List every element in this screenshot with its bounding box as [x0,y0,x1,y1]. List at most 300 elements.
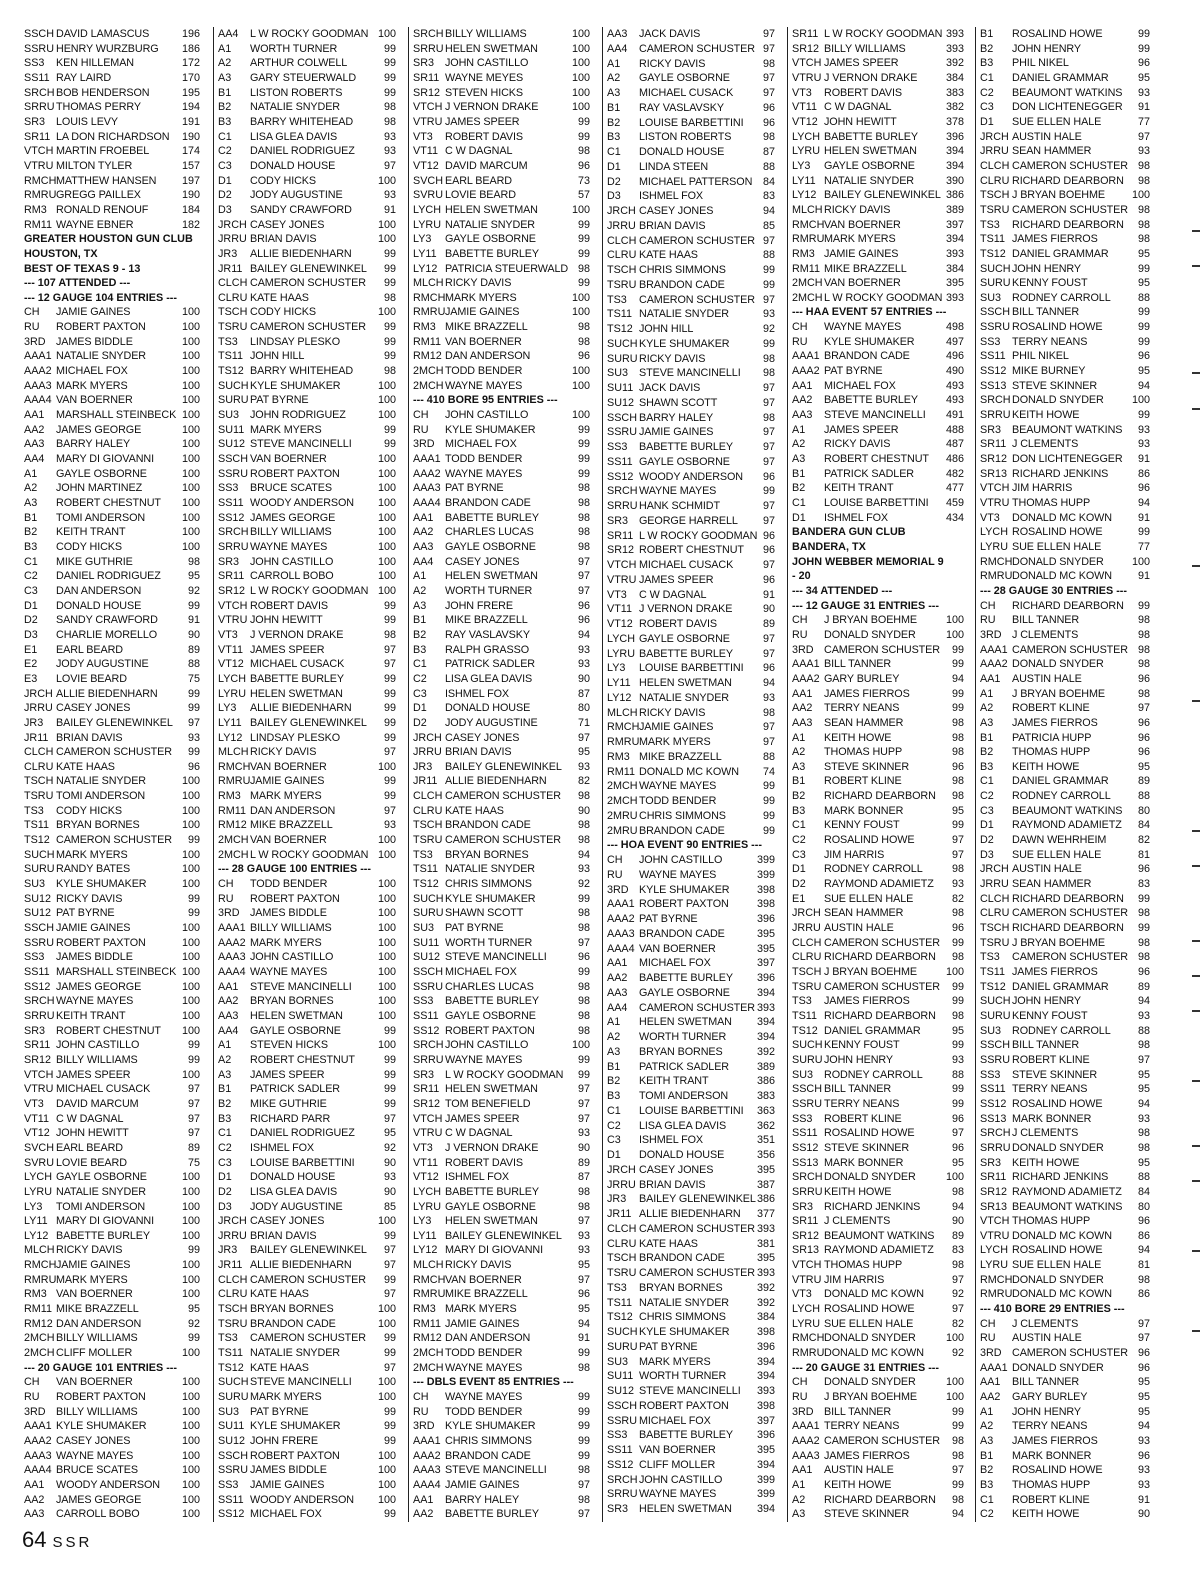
score: 94 [577,848,590,861]
score: 395 [756,942,775,955]
class-code: C3 [792,848,806,861]
score: 99 [383,335,396,348]
score: 100 [377,980,396,993]
class-code: SRCH [980,1127,1011,1140]
class-code: SR12 [24,1053,52,1066]
shooter-name: JACK DAVIS [639,382,701,394]
score: 97 [577,1215,590,1228]
score: 98 [1137,233,1150,246]
shooter-name: J VERNON DRAKE [445,1141,539,1154]
class-code: SS3 [792,1112,813,1125]
shooter-name: TODD BENDER [639,795,717,807]
shooter-name: WOODY ANDERSON [250,497,354,509]
result-row [603,779,781,794]
score: 98 [1137,687,1150,700]
result-row [409,1170,596,1185]
class-code: JRRU [413,746,442,759]
result-row [788,379,970,394]
section-heading [788,540,970,555]
result-row [409,1068,596,1083]
result-row [409,1449,596,1464]
class-code: SS13 [980,1112,1007,1125]
class-code: CLCH [607,1222,637,1235]
heading-text: BANDERA GUN CLUB [792,526,906,539]
score: 93 [383,130,396,143]
result-row [976,540,1156,555]
class-code: CLCH [218,277,248,290]
result-row [409,1258,596,1273]
shooter-name: RICHARD DEARBORN [1012,218,1124,231]
shooter-name: CODY HICKS [56,540,122,553]
result-row [409,159,596,174]
class-code: SRRU [24,101,55,114]
shooter-name: LOVIE BEARD [56,672,127,685]
shooter-name: NATALIE SNYDER [639,308,729,321]
score: 98 [1137,1039,1150,1052]
shooter-name: JAMIE GAINES [250,775,325,788]
score: 100 [377,453,396,466]
result-row [788,71,970,86]
shooter-name: BABETTE BURLEY [639,441,734,453]
result-row [409,100,596,115]
result-row [409,525,596,540]
result-row [603,883,781,898]
score: 100 [181,1391,200,1404]
shooter-name: VAN BOERNER [56,394,133,407]
score: 85 [383,1200,396,1213]
score: 83 [951,1244,964,1257]
shooter-name: CHRIS SIMMONS [639,1311,726,1324]
class-code: RU [792,628,808,641]
class-code: AA2 [792,702,813,715]
result-row [20,1126,206,1141]
shooter-name: DANIEL RODRIGUEZ [56,570,161,583]
result-row [20,1405,206,1420]
shooter-name: JAMES BIDDLE [250,907,327,920]
result-row [603,1001,781,1016]
result-row [214,892,402,907]
score: 89 [577,1156,590,1169]
score: 84 [1137,1185,1150,1198]
score: 100 [181,1171,200,1184]
class-code: TSCH [980,189,1010,202]
class-code: SSCH [218,1449,248,1462]
class-code: TS3 [607,1281,627,1294]
shooter-name: J BRYAN BOEHME [824,1391,917,1404]
score: 99 [383,599,396,612]
shooter-name: RODNEY CARROLL [824,1068,923,1081]
shooter-name: PAT BYRNE [639,1340,698,1353]
result-row [976,1229,1156,1244]
score: 99 [951,1097,964,1110]
score: 99 [577,453,590,466]
score: 99 [187,1053,200,1066]
score: 99 [187,599,200,612]
shooter-name: WAYNE MAYES [250,966,328,978]
shooter-name: MARK MYERS [250,423,322,436]
class-code: SR3 [413,57,435,70]
class-code: SS12 [218,1508,245,1521]
result-row [20,1082,206,1097]
class-code: B3 [24,540,38,553]
shooter-name: PAT BYRNE [56,907,115,920]
result-row [409,218,596,233]
shooter-name: BRIAN DAVIS [445,746,512,759]
shooter-name: VAN BOERNER [56,1288,133,1301]
shooter-name: RAYMOND ADAMIETZ [824,1244,934,1257]
result-row [409,1390,596,1405]
shooter-name: WORTH TURNER [639,1370,727,1383]
shooter-name: ROSALIND HOWE [1012,526,1103,539]
class-code: D1 [792,511,806,524]
shooter-name: BRYAN BORNES [250,995,334,1008]
class-code: SURU [980,277,1011,290]
result-row [214,1302,402,1317]
shooter-name: BAILEY GLENEWINKEL [56,716,173,729]
result-row [409,1361,596,1376]
result-row [976,511,1156,526]
result-row [603,868,781,883]
class-code: A3 [792,760,806,773]
class-code: VT12 [792,115,818,128]
class-code: C1 [24,555,38,568]
result-row [788,745,970,760]
class-code: LY12 [792,189,817,202]
result-row [788,467,970,482]
class-code: RMCH [607,721,640,734]
result-row [214,687,402,702]
class-code: AA3 [607,28,628,40]
class-code: C2 [980,1508,994,1521]
class-code: AAA2 [24,365,52,378]
result-row [409,716,596,731]
score: 382 [945,101,964,114]
result-row [976,1434,1156,1449]
shooter-name: LOVIE BEARD [445,189,516,202]
result-row [788,672,970,687]
class-code: JRCH [607,1163,636,1176]
class-code: JR11 [218,1259,243,1272]
score: 488 [945,423,964,436]
score: 99 [762,780,775,793]
section-heading [20,276,206,291]
result-row [20,86,206,101]
result-row [788,1112,970,1127]
score: 99 [577,966,590,978]
shooter-name: ROBERT PAXTON [250,1449,340,1462]
class-code: AAA1 [413,453,441,466]
result-row [20,555,206,570]
score: 77 [1137,540,1150,553]
class-code: SU11 [218,1420,245,1433]
result-row [603,470,781,485]
shooter-name: RICKY DAVIS [639,57,706,70]
score: 100 [377,936,396,949]
class-code: B2 [980,42,994,55]
result-row [788,335,970,350]
score: 99 [577,467,590,480]
shooter-name: HELEN SWETMAN [445,42,538,55]
result-row [409,247,596,262]
shooter-name: AUSTIN HALE [824,1464,894,1477]
score: 82 [1137,834,1150,847]
class-code: TSRU [980,936,1010,949]
class-code: AA1 [607,957,628,970]
class-code: D1 [792,863,806,876]
score: 91 [1137,570,1150,583]
shooter-name: THOMAS HUPP [1012,1478,1091,1491]
class-code: TS3 [413,848,433,861]
class-code: A3 [218,1068,232,1081]
score: 98 [1137,174,1150,187]
class-code: SRCH [607,1473,638,1486]
result-row [409,877,596,892]
class-code: SSRU [607,426,637,439]
shooter-name: JIM HARRIS [1012,482,1073,495]
class-code: JR3 [413,760,433,773]
class-code: SS12 [792,1141,819,1154]
result-row [20,613,206,628]
shooter-name: STEVE MANCINELLI [250,1376,352,1389]
score: 74 [762,765,775,778]
shooter-name: KYLE SHUMAKER [639,883,730,896]
shooter-name: CHARLES LUCAS [445,526,534,539]
result-row [409,804,596,819]
score: 96 [762,101,775,114]
score: 99 [951,980,964,993]
class-code: SRCH [24,86,55,99]
shooter-name: BRANDON CADE [250,1317,336,1330]
shooter-name: JAMES SPEER [639,573,714,586]
result-row [603,175,781,190]
score: 490 [945,365,964,378]
class-code: AAA1 [413,1435,441,1447]
result-row [603,42,781,57]
result-row [603,1222,781,1237]
shooter-name: DONALD MC KOWN [1012,570,1112,583]
class-code: B3 [607,131,621,144]
score: 98 [577,1200,590,1213]
shooter-name: KATE HAAS [639,1237,698,1250]
class-code: VTRU [24,159,54,172]
shooter-name: STEVE SKINNER [824,1141,910,1154]
score: 98 [383,365,396,378]
score: 99 [187,687,200,700]
result-row [788,364,970,379]
class-code: CLCH [218,1273,248,1286]
score: 98 [951,907,964,920]
score: 97 [383,746,396,759]
result-row [976,262,1156,277]
score: 97 [577,555,590,568]
score: 498 [945,321,964,334]
edge-mark [1192,1010,1200,1012]
score: 97 [762,455,775,468]
score: 100 [377,1039,396,1052]
class-code: A1 [607,1016,621,1029]
shooter-name: RODNEY CARROLL [1012,790,1111,803]
shooter-name: MICHAEL CUSACK [250,658,345,671]
class-code: JRRU [218,1229,247,1242]
result-row [788,1258,970,1273]
class-code: VTRU [607,573,637,586]
class-code: SS3 [218,1478,239,1491]
shooter-name: PATRICK SADLER [824,467,914,480]
shooter-name: SEAN HAMMER [824,716,904,729]
score: 184 [181,203,200,216]
result-row [20,584,206,599]
class-code: RU [413,423,429,436]
result-row [20,27,206,42]
class-code: CLRU [607,1237,637,1250]
class-code: C2 [413,672,427,685]
class-code: SRRU [980,1141,1011,1154]
result-row [603,352,781,367]
score: 98 [1137,1127,1150,1140]
shooter-name: VAN BOERNER [250,453,327,466]
result-row [214,936,402,951]
class-code: C1 [218,130,232,143]
shooter-name: JOHN HILL [639,323,694,335]
score: 491 [945,409,964,422]
shooter-name: JAMIE GAINES [56,306,131,319]
result-row [788,291,970,306]
class-code: AA4 [218,1024,239,1037]
shooter-name: DONALD SNYDER [1012,658,1104,671]
result-row [20,1141,206,1156]
class-code: 3RD [792,643,814,656]
score: 99 [383,1435,396,1447]
score: 99 [1137,28,1150,40]
score: 100 [377,28,396,40]
shooter-name: KEITH HOWE [1012,409,1080,422]
shooter-name: ROBERT DAVIS [250,599,328,612]
score: 99 [577,218,590,231]
result-row [214,1375,402,1390]
shooter-name: MARK MYERS [445,1303,517,1316]
score: 98 [951,1493,964,1506]
class-code: LY3 [218,702,237,715]
shooter-name: CASEY JONES [250,218,325,231]
shooter-name: WAYNE MAYES [639,780,717,793]
score: 399 [756,868,775,881]
result-row [20,393,206,408]
shooter-name: PAT BYRNE [445,922,504,935]
result-row [976,467,1156,482]
result-row [214,232,402,247]
result-row [788,115,970,130]
result-row [603,529,781,544]
score: 97 [762,441,775,453]
result-row [788,1097,970,1112]
class-code: LY11 [413,247,437,260]
class-code: RMCH [980,1273,1013,1286]
shooter-name: BRANDON CADE [445,497,531,509]
result-row [603,425,781,440]
class-code: RMRU [792,1347,825,1360]
shooter-name: KYLE SHUMAKER [250,379,341,392]
result-row [603,1089,781,1104]
shooter-name: RICKY DAVIS [445,1259,512,1272]
result-row [976,877,1156,892]
shooter-name: WAYNE MAYES [445,1391,523,1404]
shooter-name: KEITH TRANT [639,1075,709,1088]
score: 377 [756,1208,775,1220]
result-row [20,525,206,540]
class-code: A3 [607,1045,621,1058]
shooter-name: BRANDON CADE [824,350,910,363]
result-row [788,1229,970,1244]
class-code: AAA1 [218,922,246,935]
class-code: LYRU [413,218,441,231]
score: 100 [181,1200,200,1213]
score: 89 [1137,775,1150,788]
result-row [788,980,970,995]
result-row [976,364,1156,379]
result-row [603,632,781,647]
result-row [788,100,970,115]
result-row [788,188,970,203]
score: 90 [383,1156,396,1169]
class-code: AA3 [24,1508,45,1521]
result-row [409,320,596,335]
class-code: SR12 [980,453,1008,466]
score: 100 [181,438,200,451]
shooter-name: L W ROCKY GOODMAN [445,1068,564,1081]
score: 99 [383,1083,396,1096]
shooter-name: THOMAS HUPP [824,746,903,759]
shooter-name: J BRYAN BOEHME [1012,189,1105,202]
shooter-name: CAMERON SCHUSTER [824,1435,940,1447]
score: 486 [945,453,964,466]
result-row [976,203,1156,218]
result-row [603,101,781,116]
score: 100 [181,1068,200,1081]
result-row [20,1009,206,1024]
score: 97 [577,1083,590,1096]
shooter-name: STEVEN HICKS [250,1039,328,1052]
result-row [409,174,596,189]
score: 100 [181,804,200,817]
result-row [788,1126,970,1141]
score: 89 [187,1141,200,1154]
score: 389 [756,1060,775,1073]
shooter-name: KYLE SHUMAKER [445,892,536,905]
class-code: SURU [607,1340,638,1353]
result-row [788,1331,970,1346]
class-code: AA1 [792,1464,813,1477]
class-code: SRRU [980,409,1011,422]
shooter-name: BRYAN BORNES [445,848,529,861]
class-code: TS3 [607,293,627,306]
class-code: SR3 [607,514,629,527]
result-row [214,349,402,364]
shooter-name: ISHMEL FOX [639,1134,703,1147]
score: 100 [377,922,396,935]
shooter-name: ROSALIND HOWE [1012,1464,1103,1477]
class-code: SVCH [413,174,443,187]
score: 93 [383,145,396,158]
class-code: 3RD [413,438,435,451]
result-row [20,379,206,394]
score: 100 [181,1435,200,1447]
shooter-name: ALLIE BIEDENHARN [250,702,352,715]
shooter-name: MARK BONNER [1012,1449,1092,1462]
shooter-name: ROBERT KLINE [1012,1053,1090,1066]
result-row [603,558,781,573]
shooter-name: BILLY WILLIAMS [56,1332,138,1345]
class-code: LY12 [218,731,243,744]
